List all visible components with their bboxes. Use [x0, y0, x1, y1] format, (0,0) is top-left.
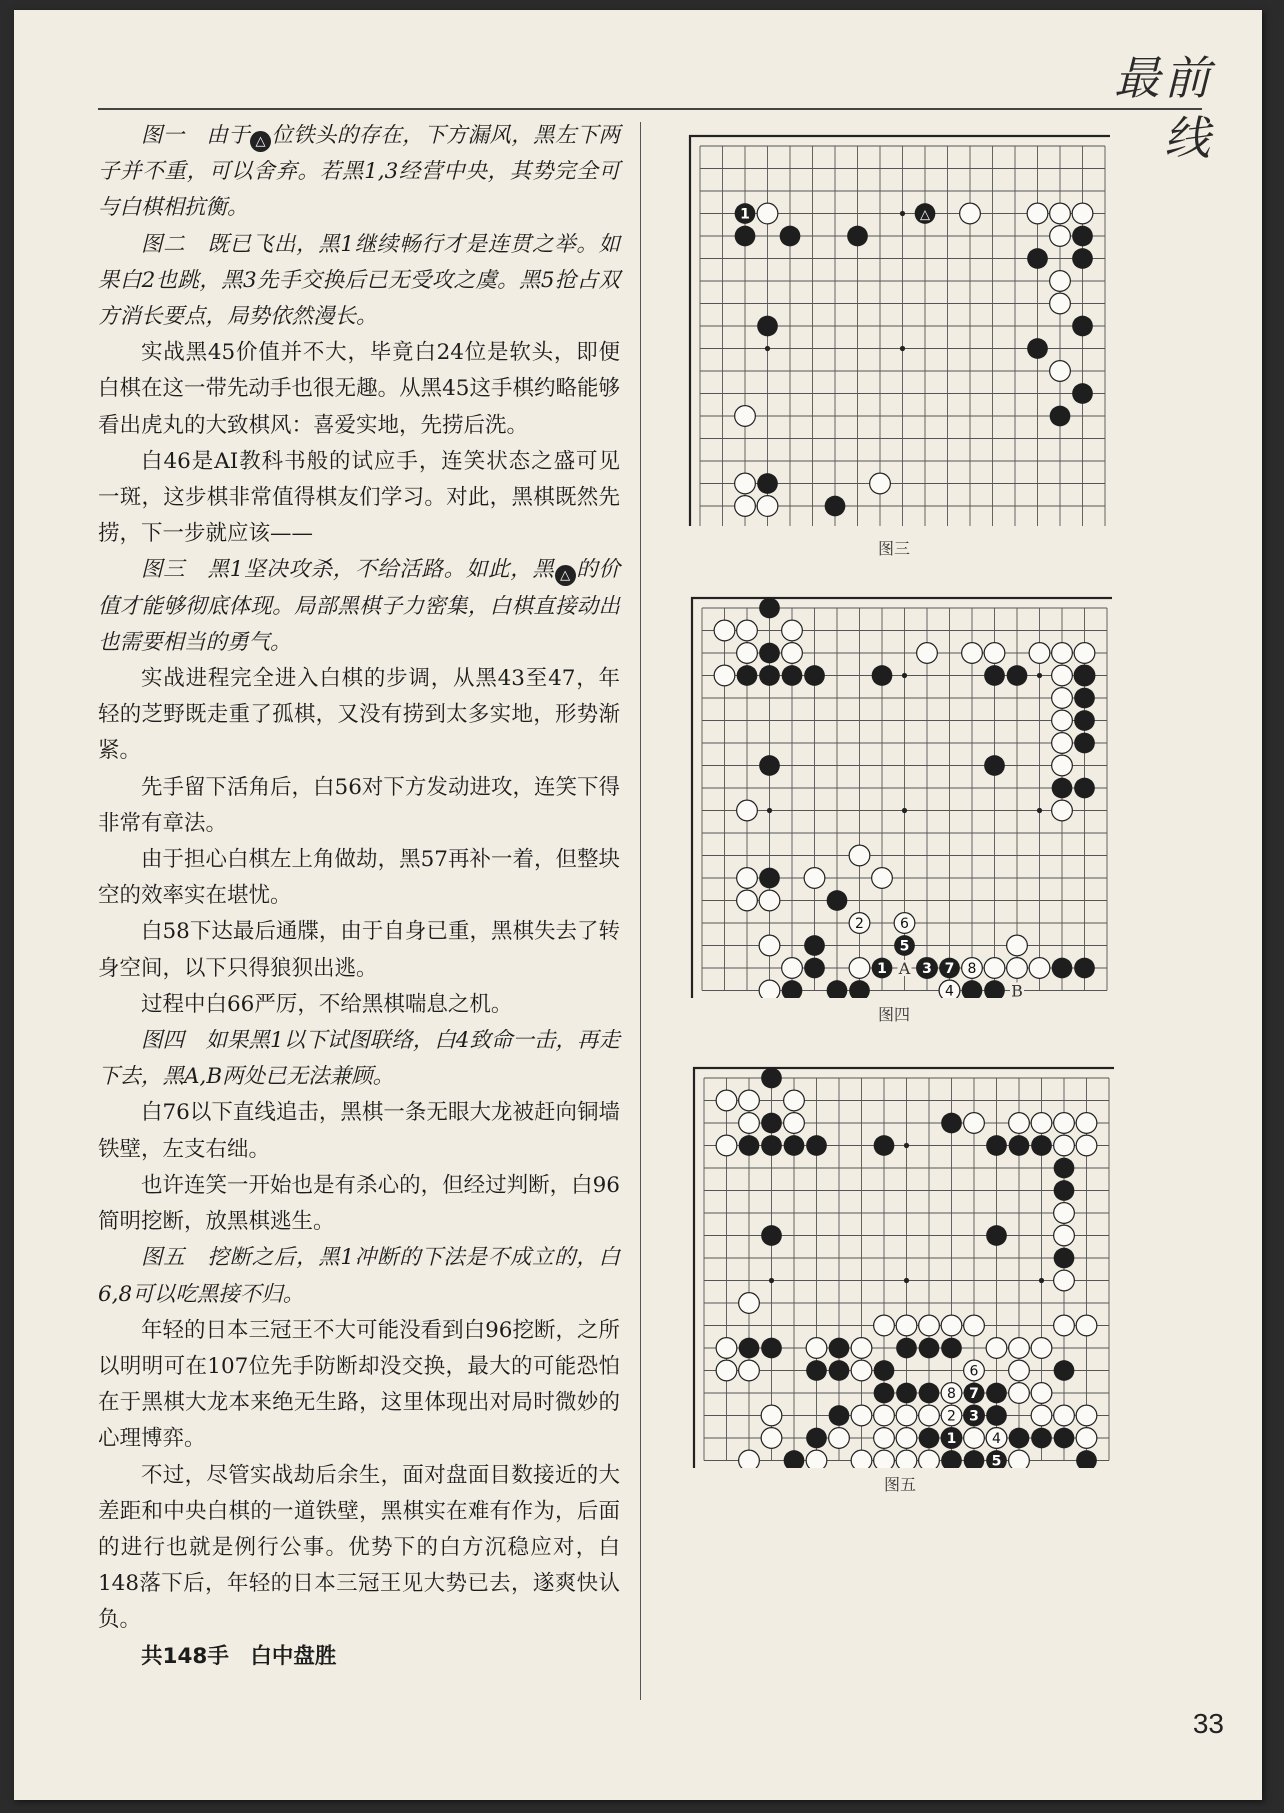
star-point: [904, 1278, 909, 1283]
black-stone: [896, 1338, 917, 1359]
white-stone: [1050, 271, 1071, 292]
black-stone: [761, 1338, 782, 1359]
black-stone: [1072, 383, 1093, 404]
white-stone: [782, 620, 803, 641]
move-number: 2: [855, 916, 864, 932]
star-point: [902, 673, 907, 678]
white-stone: [849, 958, 870, 979]
paragraph: [98, 770, 620, 842]
black-stone: [757, 473, 778, 494]
white-stone: [1054, 1203, 1075, 1224]
white-stone: [1054, 1405, 1075, 1426]
white-stone: [1007, 958, 1028, 979]
star-point: [902, 808, 907, 813]
white-stone: [1054, 1315, 1075, 1336]
black-stone: [759, 643, 780, 664]
black-stone: [784, 1450, 805, 1468]
black-stone: [759, 755, 780, 776]
diagram-commentary: [98, 1240, 620, 1312]
white-stone: [896, 1450, 917, 1468]
magazine-page: [14, 10, 1262, 1800]
white-stone: [784, 1113, 805, 1134]
black-stone: [757, 316, 778, 337]
white-stone: [872, 868, 893, 889]
white-stone: [739, 1293, 760, 1314]
white-stone: [1031, 1113, 1052, 1134]
diagram-commentary: [98, 227, 620, 336]
white-stone: [759, 980, 780, 998]
black-stone: [984, 755, 1005, 776]
white-stone: [1050, 361, 1071, 382]
black-stone: [1031, 1135, 1052, 1156]
black-stone: [804, 935, 825, 956]
move-number: 1: [946, 1431, 957, 1447]
black-stone: [1009, 1428, 1030, 1449]
white-stone: [1050, 226, 1071, 247]
white-stone: [716, 1135, 737, 1156]
black-stone: [804, 665, 825, 686]
black-stone: [782, 665, 803, 686]
paragraph: [98, 1168, 620, 1240]
move-number: 7: [969, 1386, 979, 1402]
black-stone: [1054, 1360, 1075, 1381]
text-run: 白76以下直线追击，黑棋一条无眼大龙被赶向铜墙铁壁，左支右绌。: [98, 1100, 620, 1162]
black-stone: [739, 1338, 760, 1359]
paragraph: [98, 1095, 620, 1167]
black-stone: [986, 1225, 1007, 1246]
white-stone: [964, 1113, 985, 1134]
white-stone: [1076, 1428, 1097, 1449]
black-stone: [806, 1360, 827, 1381]
white-stone: [737, 643, 758, 664]
white-stone: [739, 1090, 760, 1111]
white-stone: [737, 890, 758, 911]
black-stone: [1054, 1248, 1075, 1269]
paragraph: [98, 335, 620, 444]
move-number: 7: [944, 961, 955, 977]
white-stone: [1029, 958, 1050, 979]
move-number: 5: [899, 938, 910, 955]
black-stone: [1054, 1180, 1075, 1201]
white-stone: [1031, 1338, 1052, 1359]
black-stone: [784, 1135, 805, 1156]
white-stone: [1076, 1405, 1097, 1426]
black-stone: [829, 1405, 850, 1426]
white-stone: [782, 958, 803, 979]
black-stone: [919, 1428, 940, 1449]
move-number: 1: [740, 206, 750, 223]
white-stone: [919, 1405, 940, 1426]
star-point: [904, 1143, 909, 1148]
white-stone: [806, 1338, 827, 1359]
white-stone: [716, 1090, 737, 1111]
black-stone: [735, 226, 756, 247]
move-number: 5: [991, 1453, 1002, 1468]
text-run: 共148手 白中盘胜: [141, 1643, 337, 1669]
white-stone: [874, 1450, 895, 1468]
black-stone: [1074, 958, 1095, 979]
white-stone: [1052, 755, 1073, 776]
black-stone: [962, 980, 983, 998]
move-number: 6: [900, 916, 909, 932]
black-stone: [825, 496, 846, 517]
text-run: 图二 既已飞出，黑1继续畅行才是连贯之举。如果白2也跳，黑3先手交换后已无受攻之虞。黑5抢占双方消长要点，局势依然漫长。: [98, 231, 620, 330]
move-number: 3: [969, 1408, 979, 1425]
black-stone: [761, 1113, 782, 1134]
black-stone: [941, 1113, 962, 1134]
move-number: 2: [947, 1408, 956, 1425]
white-stone: [964, 1428, 985, 1449]
white-stone: [1052, 800, 1073, 821]
paragraph: [98, 1313, 620, 1458]
white-stone: [960, 203, 981, 224]
black-stone: [919, 1338, 940, 1359]
paragraph: [98, 444, 620, 553]
black-stone: [984, 980, 1005, 998]
white-stone: [1009, 1383, 1030, 1404]
text-run: 图一 由于: [141, 123, 251, 148]
white-stone: [984, 958, 1005, 979]
black-stone: [829, 1338, 850, 1359]
white-stone: [919, 1315, 940, 1336]
black-stone: [849, 980, 870, 998]
black-stone: [941, 1450, 962, 1468]
white-stone: [1050, 293, 1071, 314]
black-stone: [829, 1360, 850, 1381]
text-run: 年轻的日本三冠王不大可能没看到白96挖断，之所以明明可在107位先手防断却没交换，最大的可能恐怕在于黑棋大龙本来绝无生路，这里体现出对局时微妙的心理博弈。: [98, 1317, 620, 1452]
white-stone: [806, 1450, 827, 1468]
text-run: 不过，尽管实战劫后余生，面对盘面目数接近的大差距和中央白棋的一道铁壁，黑棋实在难有作为，后面的进行也就是例行公事。优势下的白方沉稳应对，白148落下后，年轻的日本三冠王见大势已去，遂爽快认负。: [98, 1462, 620, 1633]
white-stone: [782, 643, 803, 664]
white-stone: [1054, 1113, 1075, 1134]
text-run: 白46是AI教科书般的试应手，连笑状态之盛可见一斑，这步棋非常值得棋友们学习。对此，黑棋既然先捞，下一步就应该——: [98, 448, 620, 547]
black-stone: [782, 980, 803, 998]
white-stone: [870, 473, 891, 494]
white-stone: [761, 1428, 782, 1449]
white-stone: [851, 1360, 872, 1381]
black-stone: [737, 665, 758, 686]
white-stone: [1052, 643, 1073, 664]
white-stone: [735, 473, 756, 494]
white-stone: [917, 643, 938, 664]
go-diagram-3: [680, 126, 1110, 526]
white-stone: [849, 845, 870, 866]
black-stone: [1007, 665, 1028, 686]
white-stone: [757, 203, 778, 224]
white-stone: [759, 935, 780, 956]
black-stone: [759, 665, 780, 686]
white-stone: [784, 1090, 805, 1111]
white-stone: [919, 1450, 940, 1468]
diagram-caption-4: 图四: [877, 1005, 910, 1024]
black-stone: [874, 1360, 895, 1381]
point-label: A: [898, 959, 911, 978]
white-stone: [739, 1113, 760, 1134]
text-run: 图四 如果黑1以下试图联络，白4致命一击，再走下去，黑A,B两处已无法兼顾。: [98, 1028, 620, 1090]
triangle-stone-icon: △: [555, 565, 576, 586]
text-run: 图五 挖断之后，黑1冲断的下法是不成立的，白6,8可以吃黑接不归。: [98, 1245, 620, 1307]
white-stone: [1054, 1135, 1075, 1156]
white-stone: [1007, 935, 1028, 956]
paragraph: [98, 914, 620, 986]
black-stone: [964, 1450, 985, 1468]
star-point: [1039, 1278, 1044, 1283]
white-stone: [739, 1360, 760, 1381]
diagram-caption-3: 图三: [877, 539, 910, 558]
text-run: 的价值才能够彻底体现。局部黑棋子力密集，白棋直接动出也需要相当的勇气。: [98, 557, 620, 655]
white-stone: [896, 1315, 917, 1336]
text-run: 实战进程完全进入白棋的步调，从黑43至47，年轻的芝野既走重了孤棋，又没有捞到太多实地，形势渐紧。: [98, 666, 620, 764]
white-stone: [896, 1405, 917, 1426]
white-stone: [941, 1315, 962, 1336]
black-stone: [759, 598, 780, 619]
white-stone: [1009, 1113, 1030, 1134]
star-point: [1037, 673, 1042, 678]
white-stone: [1052, 688, 1073, 709]
black-stone: [847, 226, 868, 247]
white-stone: [964, 1315, 985, 1336]
white-stone: [1072, 203, 1093, 224]
article-text: [98, 118, 620, 1675]
black-stone: [874, 1135, 895, 1156]
move-number: 6: [969, 1363, 979, 1380]
white-stone: [714, 665, 735, 686]
black-stone: [986, 1135, 1007, 1156]
black-stone: [806, 1135, 827, 1156]
paragraph: [98, 1458, 620, 1639]
white-stone: [1052, 665, 1073, 686]
white-stone: [716, 1338, 737, 1359]
white-stone: [986, 1338, 1007, 1359]
go-diagram-5: [684, 1058, 1114, 1468]
black-stone: [761, 1225, 782, 1246]
star-point: [765, 346, 770, 351]
triangle-stone-icon: △: [250, 131, 271, 152]
white-stone: [1054, 1270, 1075, 1291]
white-stone: [1076, 1113, 1097, 1134]
black-stone: [739, 1135, 760, 1156]
black-stone: [1027, 248, 1048, 269]
white-stone: [851, 1338, 872, 1359]
black-stone: [896, 1383, 917, 1404]
black-stone: [1074, 688, 1095, 709]
move-number: 8: [967, 961, 977, 977]
white-stone: [1009, 1338, 1030, 1359]
white-stone: [1009, 1450, 1030, 1468]
white-stone: [851, 1450, 872, 1468]
text-run: 也许连笑一开始也是有杀心的，但经过判断，白96简明挖断，放黑棋逃生。: [98, 1172, 620, 1235]
diagram-caption-5: 图五: [883, 1475, 916, 1494]
star-point: [900, 211, 905, 216]
white-stone: [1050, 203, 1071, 224]
black-stone: [1027, 338, 1048, 359]
white-stone: [896, 1428, 917, 1449]
white-stone: [716, 1360, 737, 1381]
white-stone: [1031, 1383, 1052, 1404]
header-divider: [98, 108, 1202, 110]
black-stone: [761, 1135, 782, 1156]
white-stone: [1074, 643, 1095, 664]
black-stone: [1009, 1135, 1030, 1156]
black-stone: [1054, 1428, 1075, 1449]
triangle-mark: △: [920, 207, 930, 223]
white-stone: [739, 1450, 760, 1468]
black-stone: [1072, 316, 1093, 337]
black-stone: [1072, 226, 1093, 247]
game-result: [98, 1639, 620, 1675]
white-stone: [737, 620, 758, 641]
white-stone: [1054, 1225, 1075, 1246]
black-stone: [1074, 665, 1095, 686]
white-stone: [735, 406, 756, 427]
white-stone: [735, 496, 756, 517]
black-stone: [804, 958, 825, 979]
white-stone: [1076, 1135, 1097, 1156]
black-stone: [1031, 1428, 1052, 1449]
move-number: 3: [922, 961, 932, 977]
black-stone: [941, 1338, 962, 1359]
go-diagram-4: [682, 588, 1112, 998]
text-run: 图三 黑1坚决攻杀，不给活路。如此，黑: [141, 557, 555, 583]
star-point: [769, 1278, 774, 1283]
text-run: 白58下达最后通牒，由于自身已重，黑棋失去了转身空间，以下只得狼狈出逃。: [98, 919, 620, 981]
black-stone: [1076, 1450, 1097, 1468]
black-stone: [986, 1405, 1007, 1426]
diagram-commentary: [98, 552, 620, 661]
move-number: 4: [992, 1431, 1001, 1447]
white-stone: [761, 1405, 782, 1426]
black-stone: [806, 1428, 827, 1449]
white-stone: [1029, 643, 1050, 664]
white-stone: [714, 620, 735, 641]
black-stone: [827, 890, 848, 911]
move-number: 4: [945, 983, 954, 998]
diagram-commentary: [98, 118, 620, 227]
white-stone: [737, 868, 758, 889]
white-stone: [1027, 203, 1048, 224]
text-run: 实战黑45价值并不大，毕竟白24位是软头，即便白棋在这一带先动手也很无趣。从黑45这手棋约略能够看出虎丸的大致棋风：喜爱实地，先捞后洗。: [98, 340, 620, 438]
white-stone: [1052, 710, 1073, 731]
black-stone: [1052, 958, 1073, 979]
white-stone: [757, 496, 778, 517]
black-stone: [986, 1383, 1007, 1404]
paragraph: [98, 661, 620, 770]
black-stone: [1074, 710, 1095, 731]
star-point: [900, 346, 905, 351]
black-stone: [1074, 733, 1095, 754]
move-number: 8: [947, 1386, 956, 1402]
white-stone: [1031, 1405, 1052, 1426]
diagram-commentary: [98, 1023, 620, 1095]
black-stone: [759, 868, 780, 889]
white-stone: [1052, 733, 1073, 754]
white-stone: [874, 1405, 895, 1426]
white-stone: [759, 890, 780, 911]
black-stone: [1072, 248, 1093, 269]
black-stone: [1074, 778, 1095, 799]
column-divider: [640, 122, 641, 1700]
text-run: 位铁头的存在，下方漏风，黑左下两子并不重，可以舍弃。若黑1,3经营中央，其势完全可与白棋相抗衡。: [98, 123, 620, 221]
point-label: B: [1011, 981, 1023, 998]
move-number: 1: [877, 961, 887, 977]
black-stone: [874, 1383, 895, 1404]
black-stone: [827, 980, 848, 998]
white-stone: [851, 1405, 872, 1426]
white-stone: [804, 868, 825, 889]
text-run: 由于担心白棋左上角做劫，黑57再补一着，但整块空的效率实在堪忧。: [98, 847, 620, 909]
text-run: 过程中白66严厉，不给黑棋喘息之机。: [141, 991, 513, 1017]
white-stone: [984, 643, 1005, 664]
paragraph: [98, 987, 620, 1023]
black-stone: [1050, 406, 1071, 427]
page-number: 33: [1192, 1708, 1224, 1739]
black-stone: [780, 226, 801, 247]
white-stone: [737, 800, 758, 821]
white-stone: [874, 1428, 895, 1449]
star-point: [1037, 808, 1042, 813]
board-frame: [690, 136, 1110, 526]
black-stone: [761, 1068, 782, 1089]
star-point: [767, 808, 772, 813]
black-stone: [984, 665, 1005, 686]
section-title: 最前线: [1114, 51, 1214, 165]
black-stone: [872, 665, 893, 686]
white-stone: [1076, 1315, 1097, 1336]
white-stone: [962, 643, 983, 664]
black-stone: [1052, 778, 1073, 799]
white-stone: [829, 1428, 850, 1449]
paragraph: [98, 842, 620, 914]
black-stone: [919, 1383, 940, 1404]
white-stone: [1009, 1360, 1030, 1381]
black-stone: [1054, 1158, 1075, 1179]
text-run: 先手留下活角后，白56对下方发动进攻，连笑下得非常有章法。: [98, 774, 620, 836]
white-stone: [874, 1315, 895, 1336]
